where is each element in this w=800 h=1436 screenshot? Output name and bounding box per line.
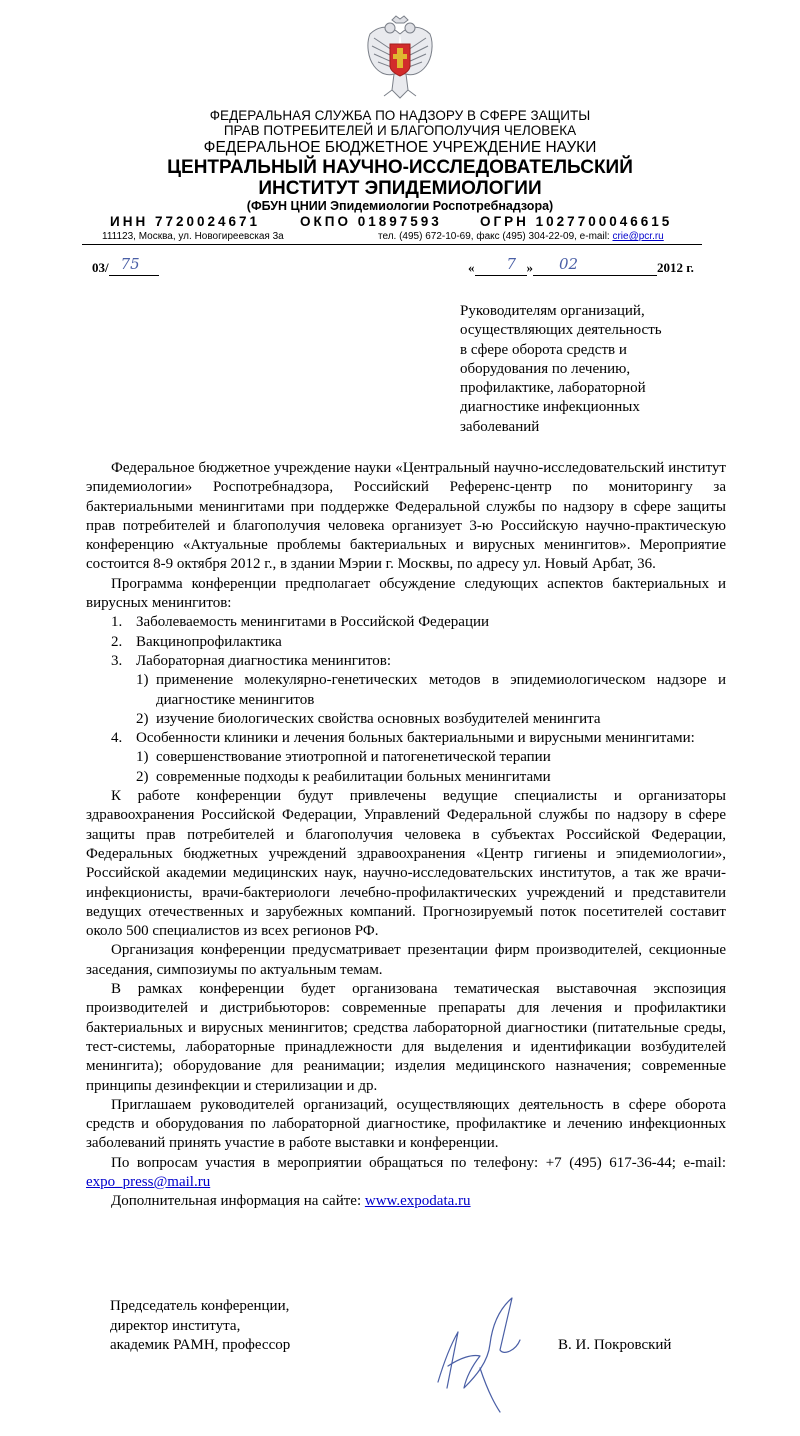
paragraph-program: Программа конференции предполагает обсуждение следующих аспектов бактериальных и вирусных менингитов: (86, 575, 726, 612)
sub-list-item (86, 768, 726, 787)
addressee-line: в сфере оборота средств и (460, 341, 627, 358)
list-item (86, 652, 726, 671)
date-quote-close: » (526, 260, 533, 275)
paragraph-exhibition: В рамках конференции будет организована тематическая выставочная экспозиция производителей и дистрибьюторов: современные препараты для лечения и профилактики бактериальных и вирусных менингитов; средства лабораторной диагностики (питательные среды, тест-системы, лабораторные принадлежности для выделения и идентификации возбудителей менингита); оборудование для реанимации; изделия медицинского назначения; современные принципы дезинфекции и стерилизации и др. (86, 981, 726, 1094)
paragraph-website (86, 1192, 726, 1211)
letterhead-line-3: ФЕДЕРАЛЬНОЕ БЮДЖЕТНОЕ УЧРЕЖДЕНИЕ НАУКИ (203, 139, 597, 156)
outgoing-date (468, 255, 704, 276)
phone-fax: тел. (495) 672-10-69, факс (495) 304-22-09, e-mail: (378, 231, 613, 242)
sub-list-item (86, 748, 726, 767)
letterhead-divider (82, 244, 702, 245)
website-text: Дополнительная информация на сайте: (111, 1193, 365, 1210)
list-item (86, 729, 726, 748)
list-item (86, 613, 726, 632)
paragraph-organization: Организация конференции предусматривает презентации фирм производителей, секционные заседания, симпозиумы по актуальным темам. (86, 942, 726, 978)
list-number: 4. (111, 730, 123, 747)
list-text: Лабораторная диагностика менингитов: (136, 652, 392, 669)
institute-abbreviation: (ФБУН ЦНИИ Эпидемиологии Роспотребнадзора) (246, 199, 554, 213)
registration-codes (110, 214, 690, 230)
letterhead-line-1: ФЕДЕРАЛЬНАЯ СЛУЖБА ПО НАДЗОРУ В СФЕРЕ ЗАЩИТЫ (209, 108, 591, 123)
list-item (86, 633, 726, 652)
postal-address: 111123, Москва, ул. Новогиреевская 3а (102, 231, 284, 242)
sub-list-number: 1) (136, 749, 149, 766)
okpo-code: ОКПО 01897593 (300, 214, 442, 229)
addressee-block (460, 302, 710, 437)
handwritten-month: 02 (559, 255, 579, 273)
ogrn-code: ОГРН 1027700046615 (480, 214, 673, 229)
paragraph-participants: К работе конференции будут привлечены ведущие специалисты и организаторы здравоохранения Российской Федерации, Управлений Федеральной службы по надзору в сфере защиты прав потребителей и благополучия человека в субъектах Российской Федерации, Федеральных бюджетных учреждений здравоохранения «Центр гигиены и эпидемиологии», Российской академии медицинских наук, научно-исследовательских институтов, а так же врачи-инфекционисты, врачи-бактериологи лечебно-профилактических учреждений и представители ведущих отечественных и зарубежных компаний. Прогнозируемый поток посетителей составит около 500 специалистов из всех регионов РФ. (86, 788, 726, 940)
letter-body (86, 459, 726, 1212)
sub-list-text: современные подходы к реабилитации больных менингитами (156, 768, 551, 785)
sub-list-number: 2) (136, 710, 149, 727)
letterhead-line-2: ПРАВ ПОТРЕБИТЕЛЕЙ И БЛАГОПОЛУЧИЯ ЧЕЛОВЕКА (223, 123, 577, 138)
sub-list-text: совершенствование этиотропной и патогенетической терапии (156, 749, 551, 766)
inn-code: ИНН 7720024671 (110, 214, 261, 229)
list-number: 2. (111, 633, 123, 650)
sub-list-item (86, 710, 726, 729)
contact-line (378, 231, 664, 243)
sub-list-text: применение молекулярно-генетических методов в эпидемиологическом надзоре и диагностике менингитов (156, 672, 726, 708)
paragraph-contacts (86, 1154, 726, 1193)
handwritten-signature (420, 1270, 530, 1420)
month-blank (533, 255, 657, 276)
addressee-line: заболеваний (460, 418, 540, 435)
date-year: 2012 г. (657, 260, 694, 275)
list-number: 3. (111, 652, 123, 669)
signatory-title (110, 1297, 290, 1356)
signatory-role-line: Председатель конференции, (110, 1298, 290, 1314)
sub-list-number: 1) (136, 672, 149, 689)
handwritten-day: 7 (506, 255, 517, 273)
topics-list (86, 613, 726, 787)
date-quote-open: « (468, 260, 475, 275)
day-blank (475, 255, 527, 276)
institute-name-line-1: ЦЕНТРАЛЬНЫЙ НАУЧНО-ИССЛЕДОВАТЕЛЬСКИЙ (167, 157, 633, 178)
signatory-role-line: директор института, (110, 1317, 241, 1334)
list-text: Особенности клиники и лечения больных бактериальными и вирусными менингитами: (136, 730, 695, 747)
number-blank (109, 255, 159, 276)
number-prefix: 03/ (92, 260, 109, 275)
addressee-line: Руководителям организаций, (460, 303, 645, 319)
addressee-line: профилактике, лабораторной (460, 380, 646, 397)
signatory-role-line: академик РАМН, профессор (110, 1337, 291, 1353)
addressee-line: оборудования по лечению, (460, 360, 631, 377)
list-text: Вакцинопрофилактика (136, 633, 282, 650)
sub-list-item (86, 671, 726, 710)
addressee-line: диагностике инфекционных (460, 399, 640, 416)
list-number: 1. (111, 614, 123, 631)
expo-email-link[interactable]: expo_press@mail.ru (86, 1173, 211, 1190)
website-link[interactable]: www.expodata.ru (364, 1193, 471, 1210)
institute-email-link[interactable]: crie@pcr.ru (612, 231, 664, 242)
sub-list-text: изучение биологических свойства основных возбудителей менингита (156, 710, 601, 727)
addressee-line: осуществляющих деятельность (460, 322, 662, 339)
list-text: Заболеваемость менингитами в Российской Федерации (136, 614, 490, 631)
outgoing-number (92, 255, 159, 276)
handwritten-number: 75 (120, 255, 140, 273)
sub-list-number: 2) (136, 768, 149, 785)
coat-of-arms-emblem (362, 14, 438, 102)
institute-name-line-2: ИНСТИТУТ ЭПИДЕМИОЛОГИИ (258, 178, 542, 199)
contacts-text: По вопросам участия в мероприятии обращаться по телефону: +7 (495) 617-36-44; e-mail: (111, 1154, 726, 1171)
paragraph-intro: Федеральное бюджетное учреждение науки «Центральный научно-исследовательский институт эпидемиологии» Роспотребнадзора, Российский Референс-центр по мониторингу за бактериальными менингитами при поддержке Федеральной службы по надзору в сфере защиты прав потребителей и благополучия человека организует 3-ю Российскую научно-практическую конференцию «Актуальные проблемы бактериальных и вирусных менингитов». Мероприятие состоится 8-9 октября 2012 г., в здании Мэрии г. Москвы, по адресу ул. Новый Арбат, 36. (86, 460, 726, 573)
signatory-name: В. И. Покровский (558, 1337, 672, 1353)
paragraph-invitation: Приглашаем руководителей организаций, осуществляющих деятельность в сфере оборота средств и оборудования по лабораторной диагностике, профилактике и лечению инфекционных заболеваний принять участие в работе выставки и конференции. (86, 1096, 726, 1152)
